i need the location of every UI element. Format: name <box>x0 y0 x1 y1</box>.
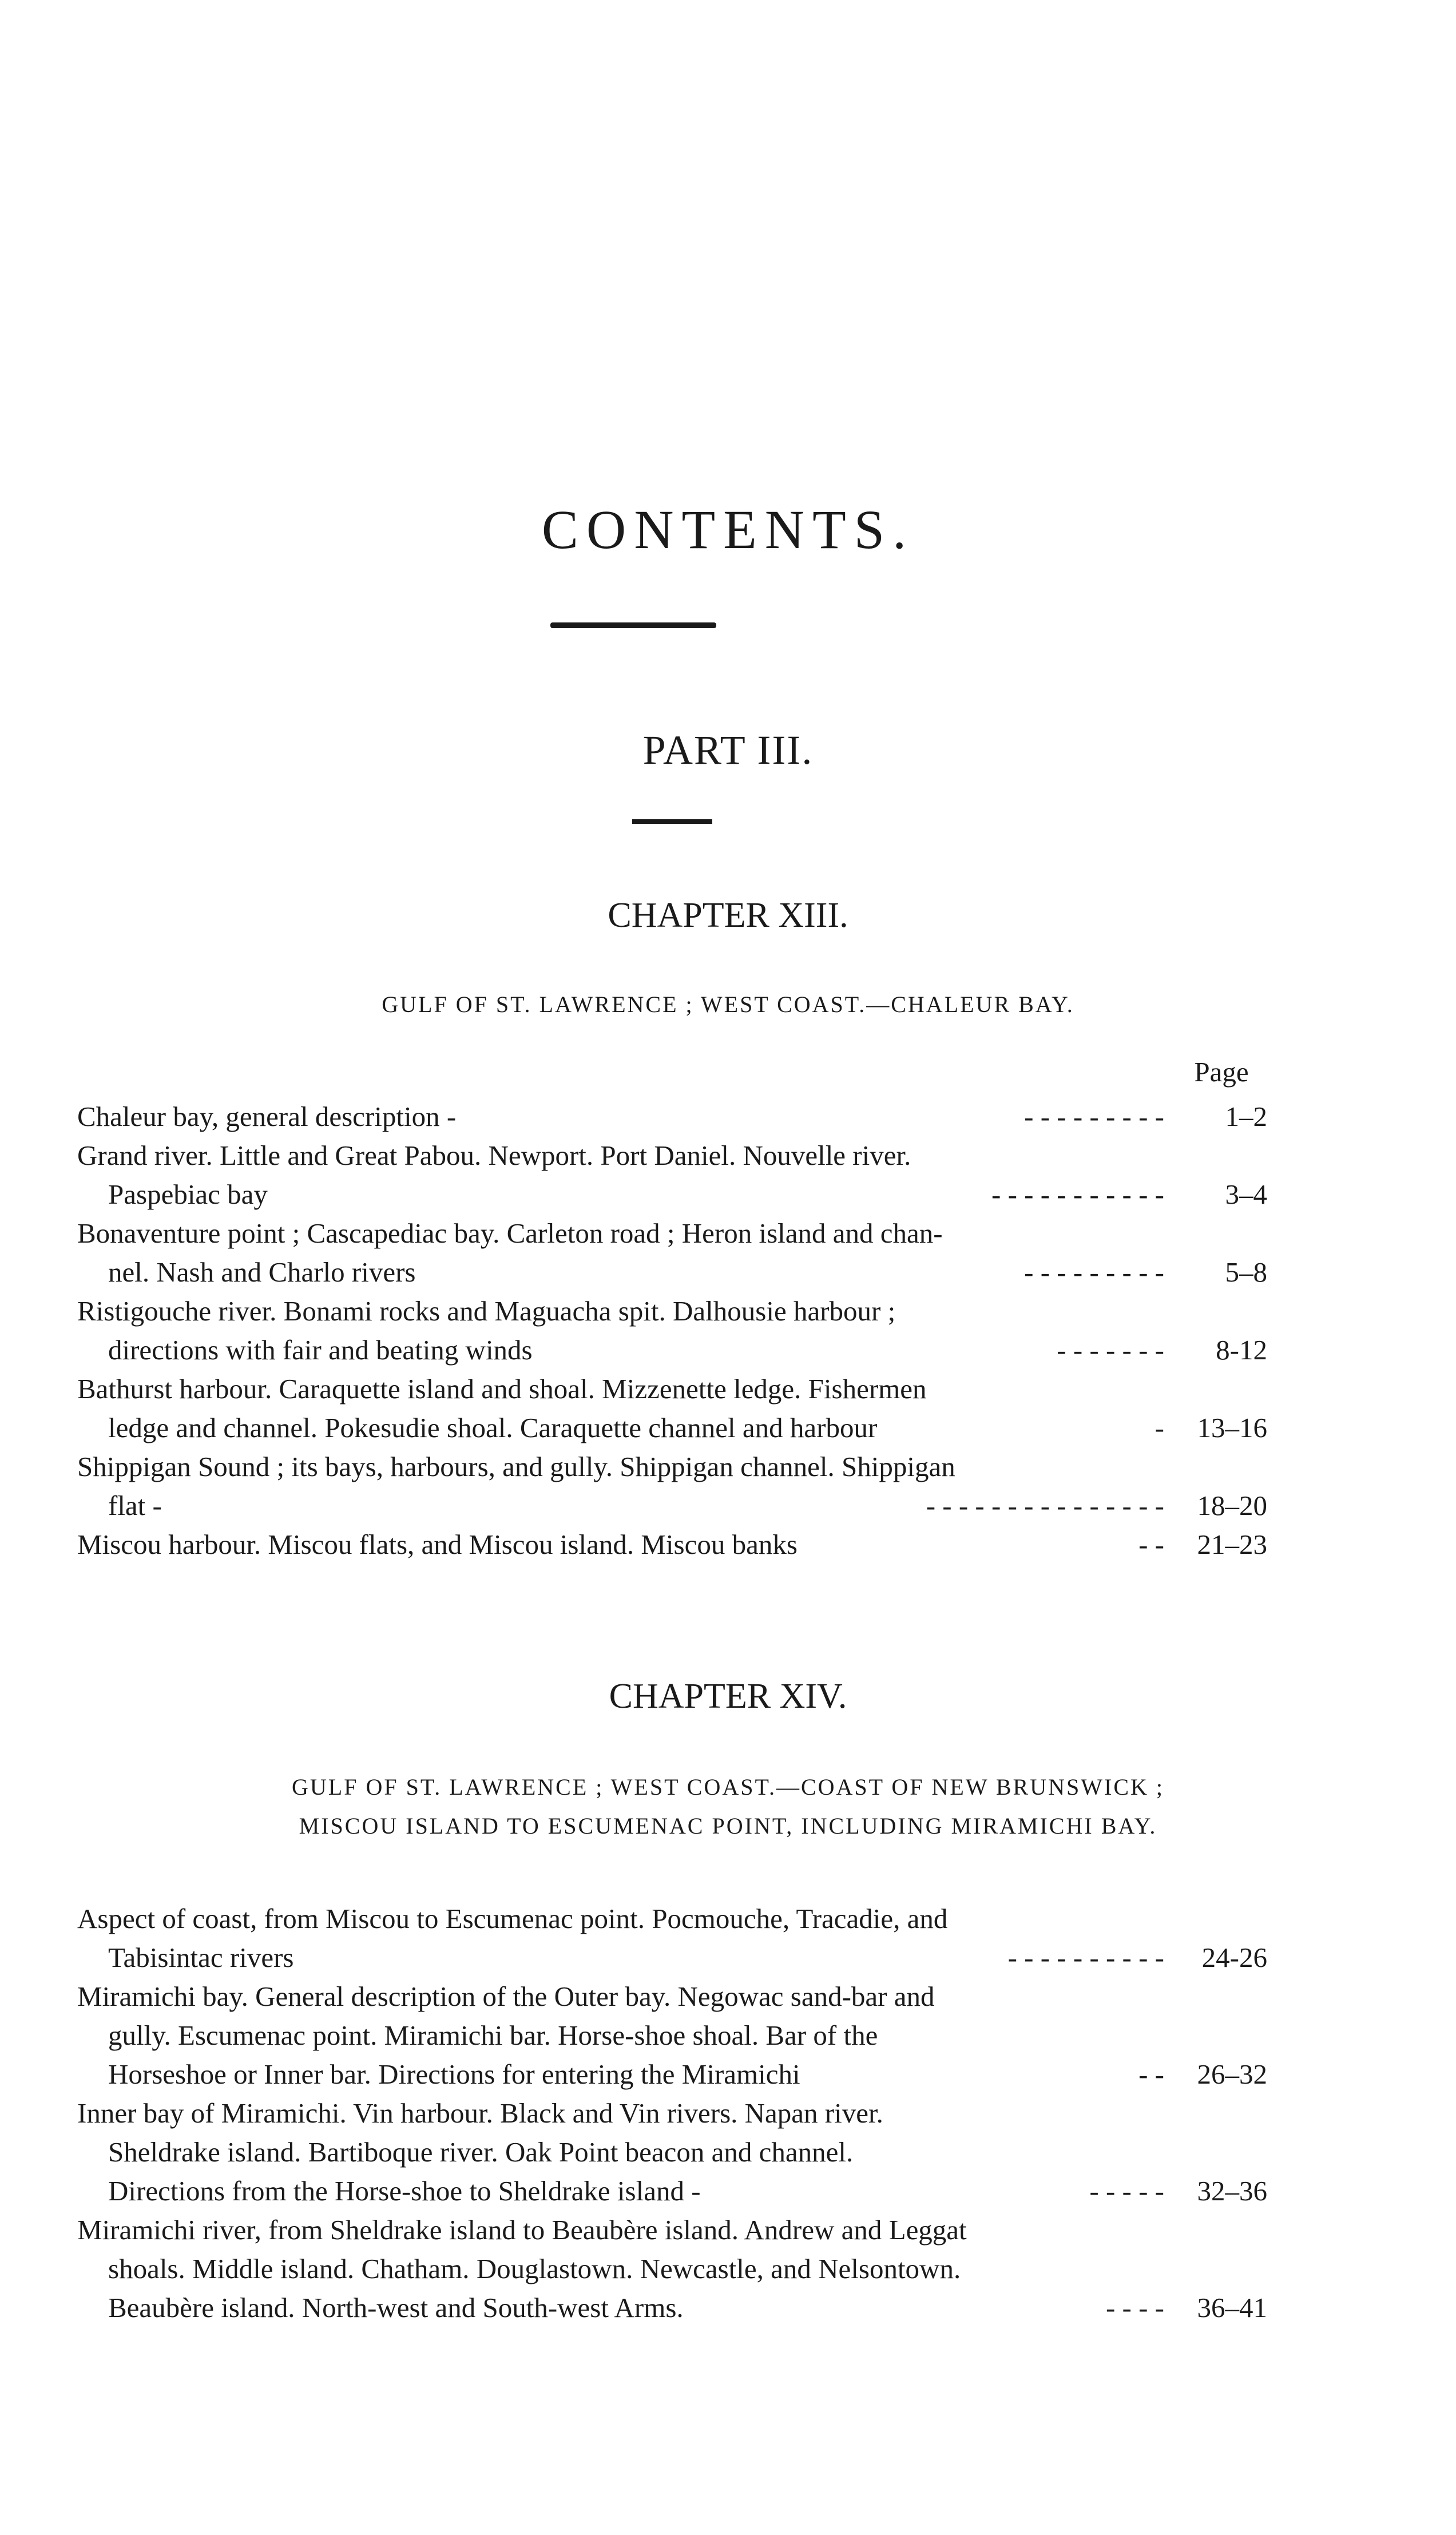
toc-entry-text: Directions from the Horse-shoe to Sheldrake island - <box>108 2175 701 2207</box>
toc-entry <box>77 1447 1267 1525</box>
toc-entry-text: ledge and channel. Pokesudie shoal. Caraquette channel and harbour <box>108 1412 878 1443</box>
chapter-subtitle-line: MISCOU ISLAND TO ESCUMENAC POINT, INCLUDING MIRAMICHI BAY. <box>299 1813 1157 1839</box>
toc-entry <box>77 1525 1267 1564</box>
toc-entry <box>77 1097 1267 1136</box>
page-heading: CONTENTS. <box>541 499 915 560</box>
toc-entry-text: Tabisintac rivers <box>108 1942 294 1973</box>
toc-entry-text: nel. Nash and Charlo rivers <box>108 1256 416 1288</box>
toc-entry-text: Miramichi river, from Sheldrake island to Beaubère island. Andrew and Leggat <box>77 2214 967 2246</box>
toc-leader: - - - - - - - - - - - <box>991 1179 1164 1210</box>
toc-page-number: 36–41 <box>1197 2292 1267 2323</box>
heading-rule <box>550 622 716 628</box>
toc-leader: - - <box>1138 2058 1164 2090</box>
part-rule <box>632 819 712 824</box>
toc-entry <box>77 1292 1267 1370</box>
toc-page-number: 8-12 <box>1216 1334 1267 1366</box>
toc-page-number: 26–32 <box>1197 2058 1267 2090</box>
toc-entry-text: Bathurst harbour. Caraquette island and shoal. Mizzenette ledge. Fishermen <box>77 1373 927 1405</box>
toc-page-number: 5–8 <box>1225 1256 1267 1288</box>
toc-leader: - - - - - - - - - - - - - - - <box>926 1490 1164 1521</box>
toc-leader: - - - - - <box>1089 2175 1164 2207</box>
toc-entry <box>77 1370 1267 1447</box>
toc-entry-text: Miscou harbour. Miscou flats, and Miscou island. Miscou banks <box>77 1529 798 1560</box>
toc-page-number: 32–36 <box>1197 2175 1267 2207</box>
toc-entry-text: Beaubère island. North-west and South-west Arms. <box>108 2292 684 2323</box>
toc-entry-text: Miramichi bay. General description of the Outer bay. Negowac sand-bar and <box>77 1981 935 2012</box>
chapter-title: CHAPTER XIII. <box>608 896 848 935</box>
chapter-title: CHAPTER XIV. <box>609 1677 847 1716</box>
toc-entry <box>77 1899 1267 1977</box>
toc-entry <box>77 2094 1267 2211</box>
toc-leader: - - - - <box>1105 2292 1164 2323</box>
toc-page-number: 3–4 <box>1225 1179 1267 1210</box>
part-title: PART III. <box>642 727 814 773</box>
toc-entry-text: directions with fair and beating winds <box>108 1334 533 1366</box>
chapter-subtitle <box>0 1768 1456 1846</box>
toc-page-number: 21–23 <box>1197 1529 1267 1560</box>
toc-entry-text: flat - <box>108 1490 162 1521</box>
toc-entry-text: Chaleur bay, general description - <box>77 1101 457 1132</box>
toc-entry <box>77 1136 1267 1214</box>
toc-entry-text: Grand river. Little and Great Pabou. Newport. Port Daniel. Nouvelle river. <box>77 1140 911 1171</box>
toc-page-number: 13–16 <box>1197 1412 1267 1443</box>
toc-page-number: 18–20 <box>1197 1490 1267 1521</box>
toc-entry <box>77 1214 1267 1292</box>
toc-entry-text: shoals. Middle island. Chatham. Douglastown. Newcastle, and Nelsontown. <box>108 2253 961 2284</box>
toc-leader: - - - - - - - - - <box>1024 1101 1164 1132</box>
toc-entry-text: gully. Escumenac point. Miramichi bar. Horse-shoe shoal. Bar of the <box>108 2020 878 2051</box>
toc-entry-text: Inner bay of Miramichi. Vin harbour. Black and Vin rivers. Napan river. <box>77 2097 883 2129</box>
chapter-subtitle <box>0 985 1456 1024</box>
toc-entry-text: Shippigan Sound ; its bays, harbours, and gully. Shippigan channel. Shippigan <box>77 1451 955 1482</box>
toc-entry <box>77 1977 1267 2094</box>
toc-entry-text: Ristigouche river. Bonami rocks and Maguacha spit. Dalhousie harbour ; <box>77 1295 896 1327</box>
chapter-subtitle-line: GULF OF ST. LAWRENCE ; WEST COAST.—CHALEUR BAY. <box>382 991 1074 1017</box>
chapter-subtitle-line: GULF OF ST. LAWRENCE ; WEST COAST.—COAST OF NEW BRUNSWICK ; <box>291 1774 1164 1800</box>
toc-leader: - - - - - - - - - <box>1024 1256 1164 1288</box>
toc-entry-text: Aspect of coast, from Miscou to Escumenac point. Pocmouche, Tracadie, and <box>77 1903 948 1934</box>
toc-page-number: 24-26 <box>1201 1942 1267 1973</box>
page-column-label: Page <box>1194 1056 1249 1088</box>
toc-entry-text: Sheldrake island. Bartiboque river. Oak Point beacon and channel. <box>108 2136 854 2168</box>
toc-leader: - - - - - - - - - - <box>1007 1942 1164 1973</box>
toc-chapter-14 <box>77 1899 1267 2327</box>
toc-page-number: 1–2 <box>1225 1101 1267 1132</box>
toc-entry-text: Paspebiac bay <box>108 1179 268 1210</box>
toc-entry-text: Bonaventure point ; Cascapediac bay. Carleton road ; Heron island and chan- <box>77 1217 943 1249</box>
toc-entry <box>77 2211 1267 2327</box>
toc-chapter-13 <box>77 1097 1267 1564</box>
toc-leader: - - <box>1138 1529 1164 1560</box>
toc-entry-text: Horseshoe or Inner bar. Directions for entering the Miramichi <box>108 2058 800 2090</box>
toc-leader: - - - - - - - <box>1057 1334 1164 1366</box>
toc-leader: - <box>1155 1412 1164 1443</box>
